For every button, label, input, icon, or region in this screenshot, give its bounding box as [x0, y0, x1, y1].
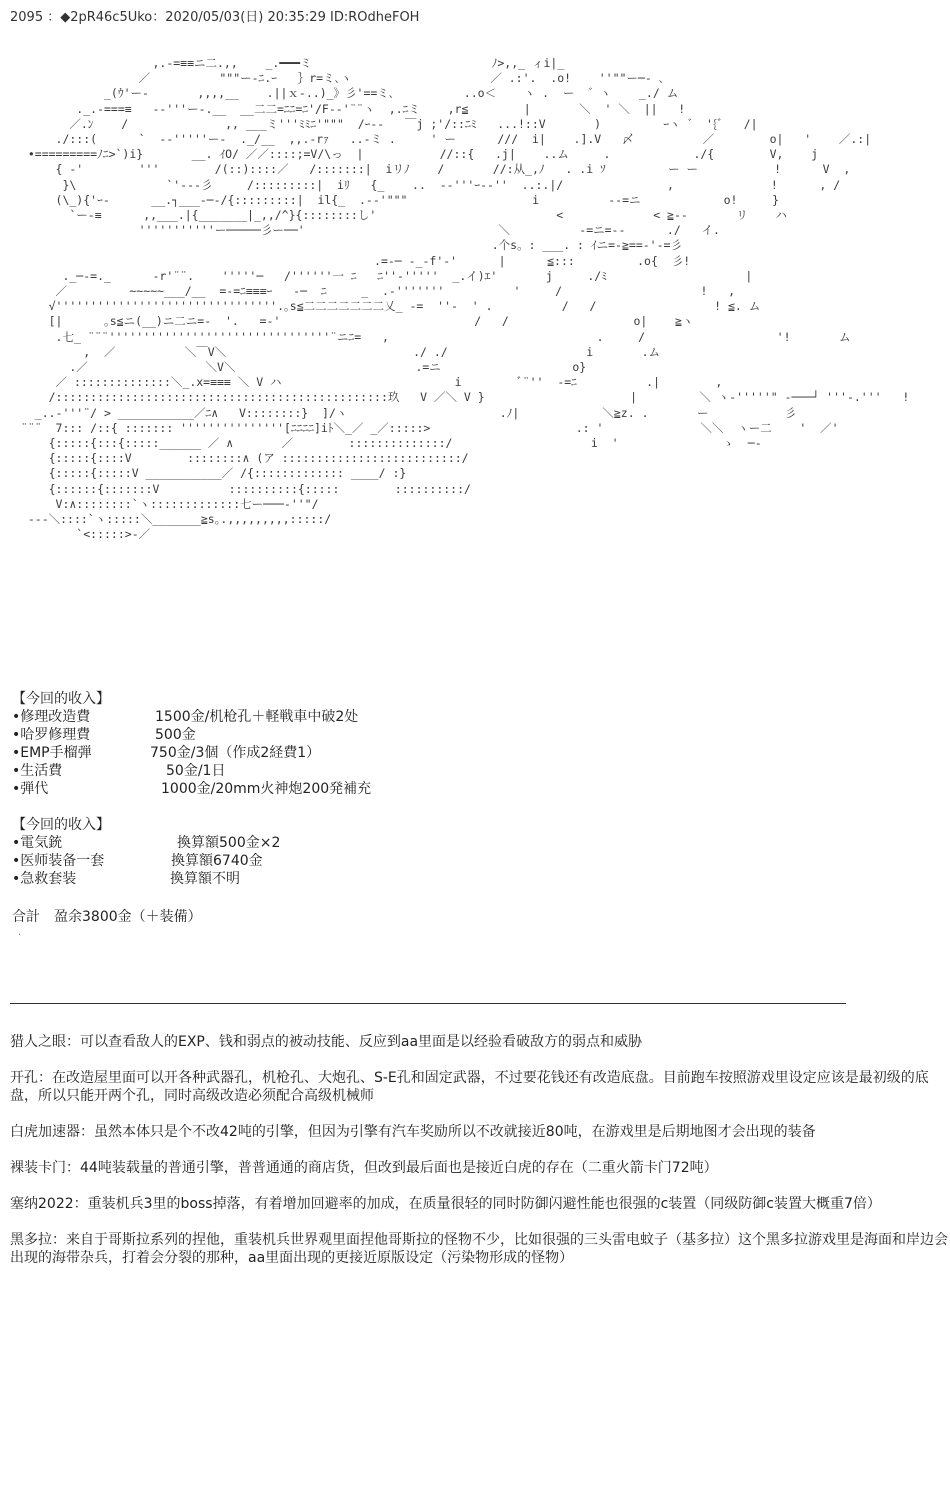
- total-summary: 合計 盈余3800金（＋装備）: [12, 909, 202, 925]
- income-item-value: 1000金/20mm火神炮200発補充: [161, 781, 372, 797]
- income-section-1-title: 【今回的收入】: [12, 691, 110, 707]
- income-row: [12, 762, 226, 780]
- income-item-name: •生活費: [12, 763, 63, 779]
- income-item-name: •弾代: [12, 781, 49, 797]
- note-senna: 塞纳2022：重装机兵3里的boss掉落，有着增加回避率的加成，在质量很轻的同时防御闪避性能也很强的c装置（同级防御c装置大概重7倍）: [10, 1196, 881, 1212]
- income-item-value: 換算額500金×2: [177, 835, 281, 851]
- income-row: [12, 834, 281, 852]
- income-item-name: •EMP手榴弾: [12, 745, 92, 761]
- post-header: 2095 ：◆2pR46c5Uko：2020/05/03(日) 20:35:29 ID:ROdheFOH: [10, 10, 420, 25]
- income-item-name: •修理改造費: [12, 709, 91, 725]
- income-item-value: 50金/1日: [166, 763, 226, 779]
- income-row: [12, 744, 321, 762]
- income-row: [12, 708, 359, 726]
- income-row: [12, 870, 240, 888]
- note-black-dora: 黑多拉：来自于哥斯拉系列的捏他，重装机兵世界观里面捏他哥斯拉的怪物不少，比如很强的三头雷电蚊子（基多拉）这个黑多拉游戏里是海面和岸边会出现的海带杂兵，打着会分裂的那种，aa里面出现的更接近原版设定（污染物形成的怪物）: [10, 1232, 948, 1266]
- note-hunter-eye: 猎人之眼：可以查看敌人的EXP、钱和弱点的被动技能、反应到aa里面是以经验看破敌方的弱点和威胁: [10, 1034, 643, 1050]
- income-item-name: •急救套装: [12, 871, 77, 887]
- ascii-art-text: ,.-=≡≡ニ二.,, _.━━━ミ ﾉ>,,_ ィi|_ ／ """ー‐ﾆ.ｰ ｝r=ミ､ヽ ／ .:'. .o! ''""ー─- ､ _(ｳ'ー- ,,,,__ .||ｘ-..)_》彡'==ミ､ ..o＜ ヽ . ー ゛ヽ _./ ム ._.-===≡ -‐'''ー-.__ __二二=ﾆﾆ=ﾆ'/F-‐'¨¨ヽ ,.ﾆミ ,r≦ | ＼ ' ＼ || ! ／.ﾝ / ,, ___ミ'''ﾐﾐﾆ'""" /ｰ-‐ ￣j ;'/::ﾆﾐ ...!::V ) ｰヽ ゛ '{ﾞ /| ./:::( ` -‐'''''ー- ._/__ ,,.-rｧ ..-ミ . ' ー /// i| .].V 〆 ／ o| ' ／.:| •=========ﾉﾆ>`)i} __. ｲO/ ／／::::;=V/\っ | //::{ .j| ..ム . ./{ V, j { -' ''' /(::)::::／ /:::::::| iリﾉ / //:从_,ﾉ . .i ｿ ー ー ! V , }\ `'---彡 /:::::::::| iﾘ {_ .. -‐'''ｰ-‐'' ..:.|/ , ! , / (\_){'ｰ- __.┐___‐─‐/{:::::::::| il{_ .-‐'""" i --=ニ o! } `ー‐≡ ,,___.|{_______|_,,/^}{::::::::し' < < ≧-‐ リ ハ '''''''''''ー─────彡ー──' ＼ ‐=ニ=-- ./ イ. .个s。: ___. : ｲニ=-≧==‐'‐=彡 .=-─ -_‐f'‐' | ≦::: .o{ 彡! ._─‐=._ -r'¨¨. '''''─ /''''''一 ﾆ ﾆ''‐''''' _.イ)ｴ' j ./ﾐ | ／ ~~~~~___/__ =-=ﾆ≡≡≡ｰ -─ ﾆ _ .‐''''''' ' / ! , √''''''''''''''''''''''''''''''''.｡s≦二二二二二二二乂_ -= ''- ' . / / ! ≦. ム [| ｡s≦ニ(__)ニ二ニ=- '. =-' / / o| ≧ヽ .七_ ¨¨¨''''''''''''''''''''''''''''''''¨ニﾆ= , . / '! ム , ／ ＼￣V＼ ./ ./ i .ム .／ ＼V＼ .=ニ o} ／ ::::::::::::::＼_.x=≡≡≡ ＼ V ハ i ﾞ¨'' -=ﾆ .| , /::::::::::::::::::::::::::::::::::::::::::::::::玖 V ／＼ V } | ＼ ヽ-'''''" ‐───┘ '''‐.''' ! _..‐'''¨/ > ___________／ﾆ∧ V::::::::} ]/ヽ .ﾉ| ＼≧z. . ー 彡 ¨¨¨ 7::: /::{ ::::::: '''''''''''''''[ﾆﾆﾆﾆ]iﾄ＼_／ _／:::::> .: ' ＼＼ ヽー二 ' ／' {:::::{:::{:::::______ ／ ∧ ／ ::::::::::::::/ i ' ゝ ─- {:::::{::::V ::::::::∧ (ア ::::::::::::::::::::::::::/ {:::::{:::::V ___________／ /{::::::::::::: ____/ :} {::::::{:::::::V ::::::::::{::::: ::::::::::/ V:∧::::::::`ヽ:::::::::::::七ー───‐''"/ --‐＼::::`ヽ:::::＼_______≧s｡.,,,,,,,,,:::::/ `<:::::>-／: [20, 56, 910, 542]
- income-row: [12, 780, 372, 798]
- notes-section: [10, 1033, 950, 1285]
- income-section-1: [12, 690, 372, 798]
- note-white-tiger: 白虎加速器：虽然本体只是个不改42吨的引擎，但因为引擎有汽车奖励所以不改就接近80吨，在游戏里是后期地图才会出现的装备: [10, 1124, 816, 1140]
- income-item-name: •電気銃: [12, 835, 63, 851]
- income-row: [12, 726, 196, 744]
- income-section-2-title: 【今回的收入】: [12, 817, 110, 833]
- income-item-value: 500金: [155, 727, 196, 743]
- income-row: [12, 852, 263, 870]
- dot-mark: ·: [18, 930, 22, 941]
- note-carmen: 裸装卡门：44吨装载量的普通引擎，普普通通的商店货，但改到最后面也是接近白虎的存在（二重火箭卡门72吨）: [10, 1160, 718, 1176]
- divider-line: [10, 1003, 846, 1004]
- income-item-value: 換算額6740金: [171, 853, 263, 869]
- income-section-2: [12, 816, 281, 888]
- ascii-art-illustration: [14, 56, 944, 646]
- income-item-name: •哈罗修理費: [12, 727, 91, 743]
- income-item-name: •医师装备一套: [12, 853, 105, 869]
- income-item-value: 750金/3個（作成2経費1）: [150, 745, 321, 761]
- income-item-value: 換算額不明: [170, 871, 240, 887]
- income-item-value: 1500金/机枪孔＋軽戦車中破2处: [155, 709, 359, 725]
- note-open-hole: 开孔：在改造屋里面可以开各种武器孔，机枪孔、大炮孔、S-E孔和固定武器，不过要花钱还有改造底盘。目前跑车按照游戏里设定应该是最初级的底盘，所以只能开两个孔，同时高级改造必须配合高级机械师: [10, 1070, 929, 1104]
